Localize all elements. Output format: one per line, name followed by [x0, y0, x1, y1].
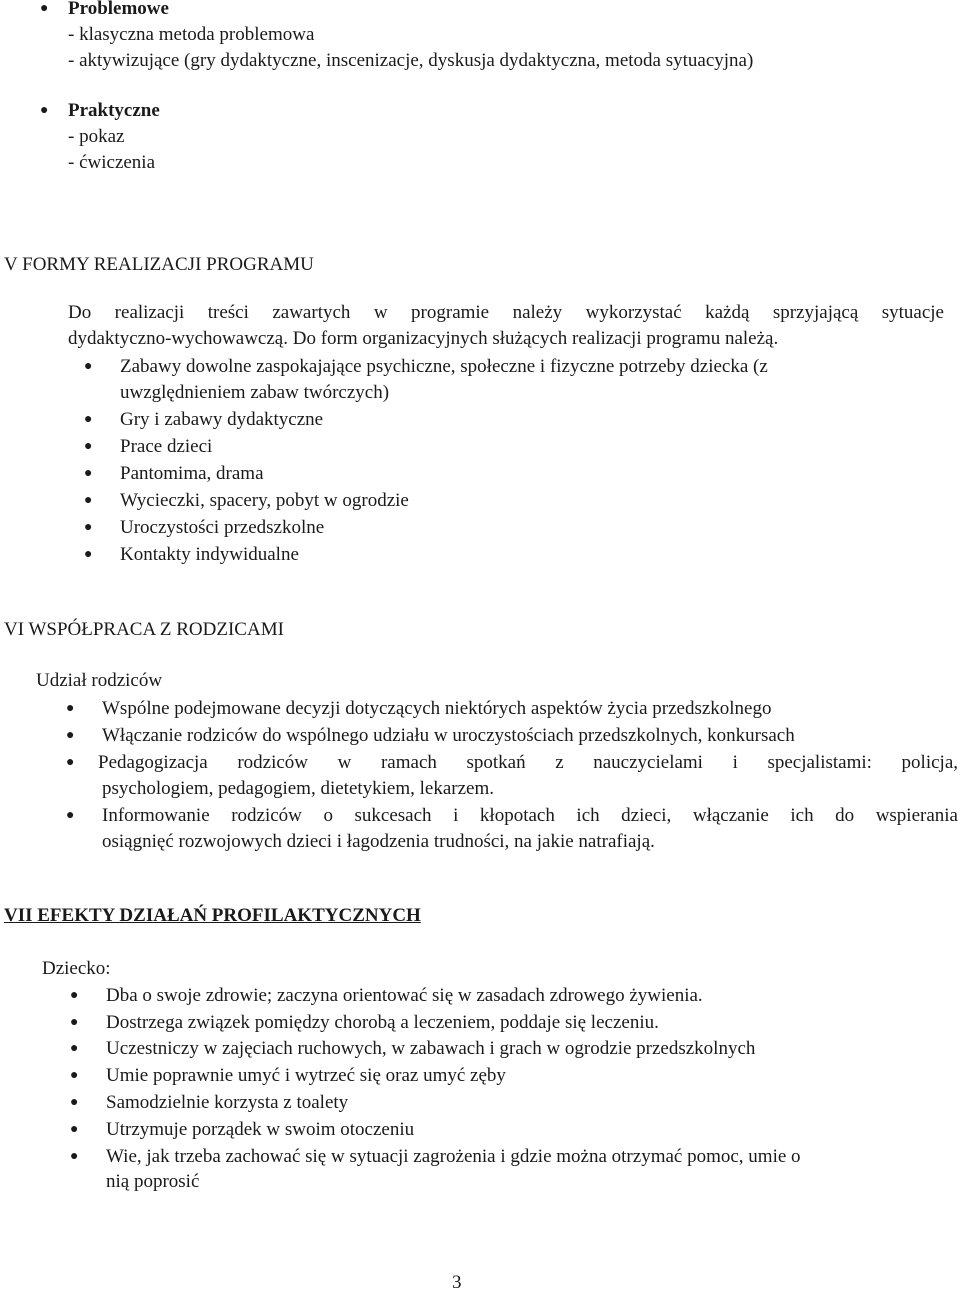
bullet-icon: ● [70, 1068, 79, 1083]
list-item: Wycieczki, spacery, pobyt w ogrodzie [120, 490, 409, 511]
section-subheading: Udział rodziców [36, 670, 163, 691]
list-item: Wie, jak trzeba zachować się w sytuacji zagrożenia i gdzie można otrzymać pomoc, umie o [106, 1146, 801, 1167]
bullet-icon: ● [84, 439, 93, 454]
bullet-icon: ● [70, 1149, 79, 1164]
list-item-continuation: uwzględnieniem zabaw twórczych) [120, 382, 390, 403]
list-item-continuation: psychologiem, pedagogiem, dietetykiem, lekarzem. [102, 778, 495, 799]
method-item: - pokaz [68, 126, 125, 147]
list-item: Umie poprawnie umyć i wytrzeć się oraz umyć zęby [106, 1065, 506, 1086]
section-heading: VI WSPÓŁPRACA Z RODZICAMI [4, 619, 284, 640]
section-subheading: Dziecko: [42, 958, 111, 979]
list-item: Włączanie rodziców do wspólnego udziału w uroczystościach przedszkolnych, konkursach [102, 725, 795, 746]
bullet-icon: ● [84, 520, 93, 535]
bullet-icon: ● [66, 808, 75, 823]
list-item: Uroczystości przedszkolne [120, 517, 325, 538]
method-item: - aktywizujące (gry dydaktyczne, inscenizacje, dyskusja dydaktyczna, metoda sytuacyjna) [68, 50, 754, 71]
list-item: Zabawy dowolne zaspokajające psychiczne, społeczne i fizyczne potrzeby dziecka (z [120, 356, 768, 377]
bullet-icon: ● [70, 1095, 79, 1110]
bullet-icon: ● [66, 728, 75, 743]
list-item: Wspólne podejmowane decyzji dotyczących niektórych aspektów życia przedszkolnego [102, 698, 772, 719]
list-item-continuation: nią poprosić [106, 1171, 200, 1192]
bullet-icon: ● [84, 412, 93, 427]
list-item: Gry i zabawy dydaktyczne [120, 409, 324, 430]
list-item: Pantomima, drama [120, 463, 264, 484]
list-item-continuation: osiągnięć rozwojowych dzieci i łagodzenia trudności, na jakie natrafiają. [102, 831, 655, 852]
list-item: Utrzymuje porządek w swoim otoczeniu [106, 1119, 415, 1140]
bullet-icon: ● [84, 493, 93, 508]
bullet-icon: ● [84, 466, 93, 481]
list-item: Samodzielnie korzysta z toalety [106, 1092, 349, 1113]
method-item: - ćwiczenia [68, 152, 156, 173]
method-title-praktyczne: Praktyczne [68, 100, 160, 121]
list-item: Uczestniczy w zajęciach ruchowych, w zabawach i grach w ogrodzie przedszkolnych [106, 1038, 756, 1059]
bullet-icon: ● [66, 755, 75, 770]
bullet-icon: ● [40, 103, 49, 118]
method-item: - klasyczna metoda problemowa [68, 24, 315, 45]
bullet-icon: ● [70, 1015, 79, 1030]
list-item: Prace dzieci [120, 436, 213, 457]
method-title-problemowe: Problemowe [68, 0, 169, 19]
list-item: Informowanie rodziców o sukcesach i kłopotach ich dzieci, włączanie ich do wspierania [102, 805, 958, 826]
bullet-icon: ● [66, 701, 75, 716]
bullet-icon: ● [40, 1, 49, 16]
list-item: Dostrzega związek pomiędzy chorobą a leczeniem, poddaje się leczeniu. [106, 1012, 659, 1033]
section-heading: VII EFEKTY DZIAŁAŃ PROFILAKTYCZNYCH [4, 905, 421, 926]
bullet-icon: ● [70, 1122, 79, 1137]
list-item: Dba o swoje zdrowie; zaczyna orientować się w zasadach zdrowego żywienia. [106, 985, 703, 1006]
bullet-icon: ● [70, 1041, 79, 1056]
bullet-icon: ● [84, 359, 93, 374]
list-item: Kontakty indywidualne [120, 544, 299, 565]
section-heading: V FORMY REALIZACJI PROGRAMU [4, 254, 314, 275]
paragraph-line: dydaktyczno-wychowawczą. Do form organizacyjnych służących realizacji programu należą. [68, 328, 779, 349]
page-number: 3 [452, 1272, 462, 1293]
bullet-icon: ● [70, 988, 79, 1003]
list-item: Pedagogizacja rodziców w ramach spotkań z nauczycielami i specjalistami: policja, [98, 752, 958, 773]
paragraph-line: Do realizacji treści zawartych w programie należy wykorzystać każdą sprzyjającą sytuacje [68, 302, 944, 323]
bullet-icon: ● [84, 547, 93, 562]
